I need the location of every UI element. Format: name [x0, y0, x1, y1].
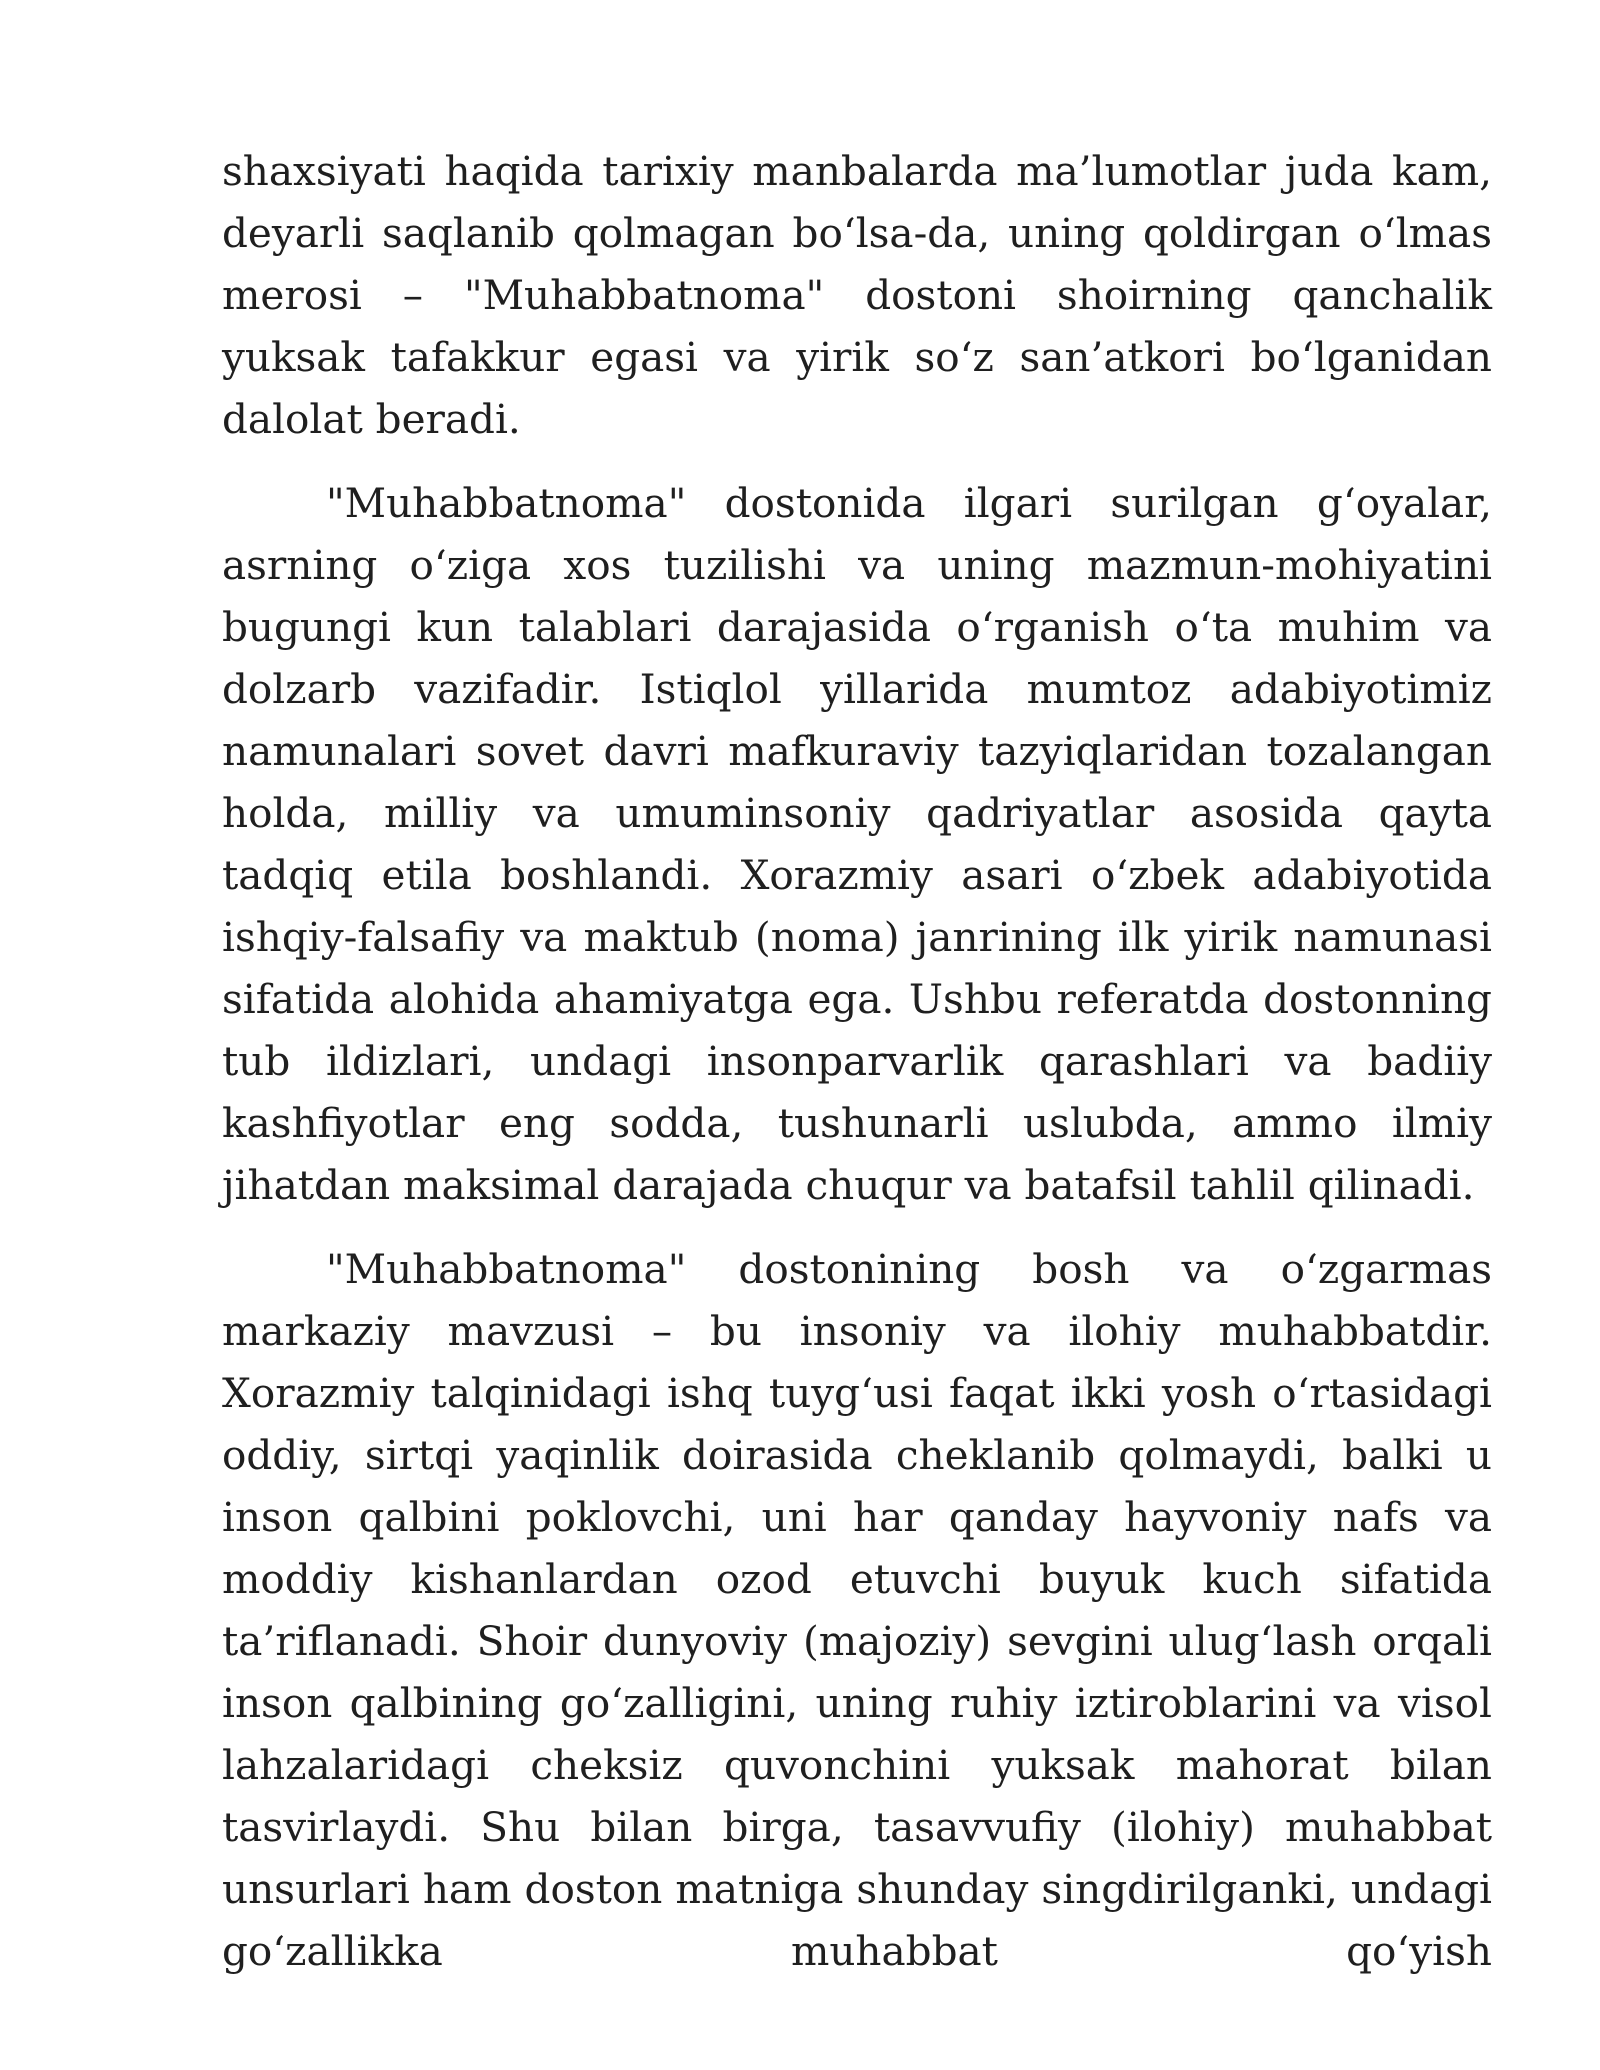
- paragraph-1: shaxsiyati haqida tarixiy manbalarda ma’lumotlar juda kam, deyarli saqlanib qolmagan bo‘lsa-da, uning qoldirgan o‘lmas merosi – "Muhabbatnoma" dostoni shoirning qanchalik yuksak tafakkur egasi va yirik so‘z san’atkori bo‘lganidan dalolat beradi.: [222, 147, 1492, 443]
- paragraph-2: "Muhabbatnoma" dostonida ilgari surilgan g‘oyalar, asrning o‘ziga xos tuzilishi va uning mazmun-mohiyatini bugungi kun talablari darajasida o‘rganish o‘ta muhim va dolzarb vazifadir. Istiqlol yillarida mumtoz adabiyotimiz namunalari sovet davri mafkuraviy tazyiqlaridan tozalangan holda, milliy va umuminsoniy qadriyatlar asosida qayta tadqiq etila boshlandi. Xorazmiy asari o‘zbek adabiyotida ishqiy-falsafiy va maktub (noma) janrining ilk yirik namunasi sifatida alohida ahamiyatga ega. Ushbu referatda dostonning tub ildizlari, undagi insonparvarlik qarashlari va badiiy kashfiyotlar eng sodda, tushunarli uslubda, ammo ilmiy jihatdan maksimal darajada chuqur va batafsil tahlil qilinadi.: [222, 479, 1492, 1209]
- paragraph-3: "Muhabbatnoma" dostonining bosh va o‘zgarmas markaziy mavzusi – bu insoniy va ilohiy muhabbatdir. Xorazmiy talqinidagi ishq tuyg‘usi faqat ikki yosh o‘rtasidagi oddiy, sirtqi yaqinlik doirasida cheklanib qolmaydi, balki u inson qalbini poklovchi, uni har qanday hayvoniy nafs va moddiy kishanlardan ozod etuvchi buyuk kuch sifatida ta’riflanadi. Shoir dunyoviy (majoziy) sevgini ulug‘lash orqali inson qalbining go‘zalligini, uning ruhiy iztiroblarini va visol lahzalaridagi cheksiz quvonchini yuksak mahorat bilan tasvirlaydi. Shu bilan birga, tasavvufiy (ilohiy) muhabbat unsurlari ham doston matniga shunday singdirilganki, undagi go‘zallikka muhabbat qo‘yish: [222, 1245, 1492, 1975]
- text-body: [222, 140, 1492, 2004]
